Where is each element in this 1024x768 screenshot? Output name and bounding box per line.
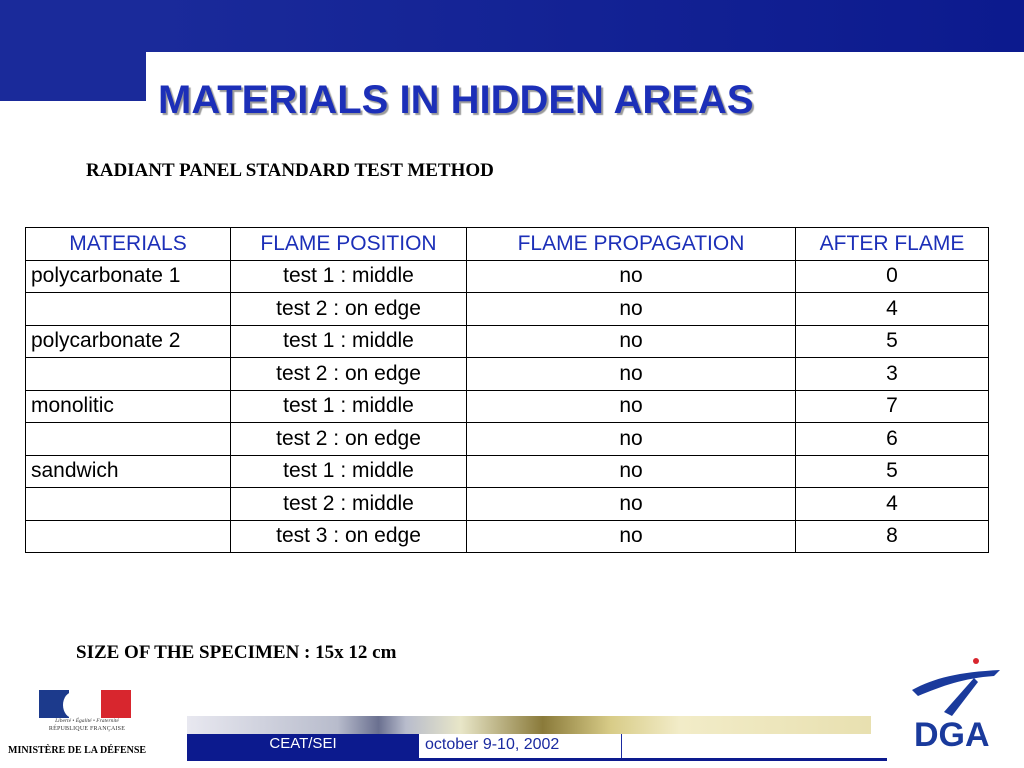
after-flame-cell: 4 [796,293,989,326]
table-header-row [26,228,989,261]
logo-dot-icon [973,658,979,664]
table-row [26,455,989,488]
specimen-size-note: SIZE OF THE SPECIMEN : 15x 12 cm [76,642,397,663]
test-results-table [25,227,989,553]
flame-propagation-cell: no [467,390,796,423]
republic-name: RÉPUBLIQUE FRANÇAISE [48,726,126,732]
header-band [146,0,1024,52]
flame-propagation-cell: no [467,325,796,358]
material-cell: monolitic [26,390,231,423]
after-flame-cell: 6 [796,423,989,456]
table-row [26,260,989,293]
material-cell [26,488,231,521]
material-cell [26,358,231,391]
flame-position-cell: test 1 : middle [231,390,467,423]
flame-position-cell: test 2 : on edge [231,293,467,326]
footer-gradient-bar [187,716,871,734]
column-header-flame-position: FLAME POSITION [231,228,467,261]
after-flame-cell: 4 [796,488,989,521]
table-row [26,358,989,391]
slide-title: MATERIALS IN HIDDEN AREAS [158,78,754,122]
after-flame-cell: 7 [796,390,989,423]
logo-swoosh-icon [912,670,1000,696]
flame-propagation-cell: no [467,455,796,488]
footer-organization: CEAT/SEI [269,735,337,752]
after-flame-cell: 8 [796,520,989,553]
material-cell [26,423,231,456]
logo-text: DGA [914,716,990,754]
after-flame-cell: 5 [796,455,989,488]
table-row [26,325,989,358]
table-row [26,390,989,423]
table-row [26,293,989,326]
material-cell: sandwich [26,455,231,488]
column-header-flame-propagation: FLAME PROPAGATION [467,228,796,261]
tricolor-flag-icon [39,690,131,718]
material-cell [26,520,231,553]
flame-position-cell: test 3 : on edge [231,520,467,553]
slide-subtitle: RADIANT PANEL STANDARD TEST METHOD [86,160,494,181]
footer-divider [621,734,622,758]
flame-position-cell: test 2 : middle [231,488,467,521]
flame-propagation-cell: no [467,423,796,456]
flame-position-cell: test 1 : middle [231,260,467,293]
ministry-label: MINISTÈRE DE LA DÉFENSE [8,745,147,756]
column-header-materials: MATERIALS [26,228,231,261]
material-cell: polycarbonate 1 [26,260,231,293]
after-flame-cell: 3 [796,358,989,391]
flame-propagation-cell: no [467,293,796,326]
flame-propagation-cell: no [467,260,796,293]
republic-motto: Liberté • Égalité • Fraternité [55,718,119,724]
footer-date: october 9-10, 2002 [425,736,560,753]
flame-propagation-cell: no [467,520,796,553]
flame-position-cell: test 1 : middle [231,455,467,488]
footer-date-box [419,734,887,758]
flame-propagation-cell: no [467,488,796,521]
material-cell [26,293,231,326]
flame-position-cell: test 1 : middle [231,325,467,358]
flame-propagation-cell: no [467,358,796,391]
material-cell: polycarbonate 2 [26,325,231,358]
table-row [26,520,989,553]
header-corner-block [0,0,146,101]
flame-position-cell: test 2 : on edge [231,358,467,391]
table-row [26,423,989,456]
table-row [26,488,989,521]
dga-logo [904,652,1014,756]
column-header-after-flame: AFTER FLAME [796,228,989,261]
after-flame-cell: 5 [796,325,989,358]
after-flame-cell: 0 [796,260,989,293]
flame-position-cell: test 2 : on edge [231,423,467,456]
